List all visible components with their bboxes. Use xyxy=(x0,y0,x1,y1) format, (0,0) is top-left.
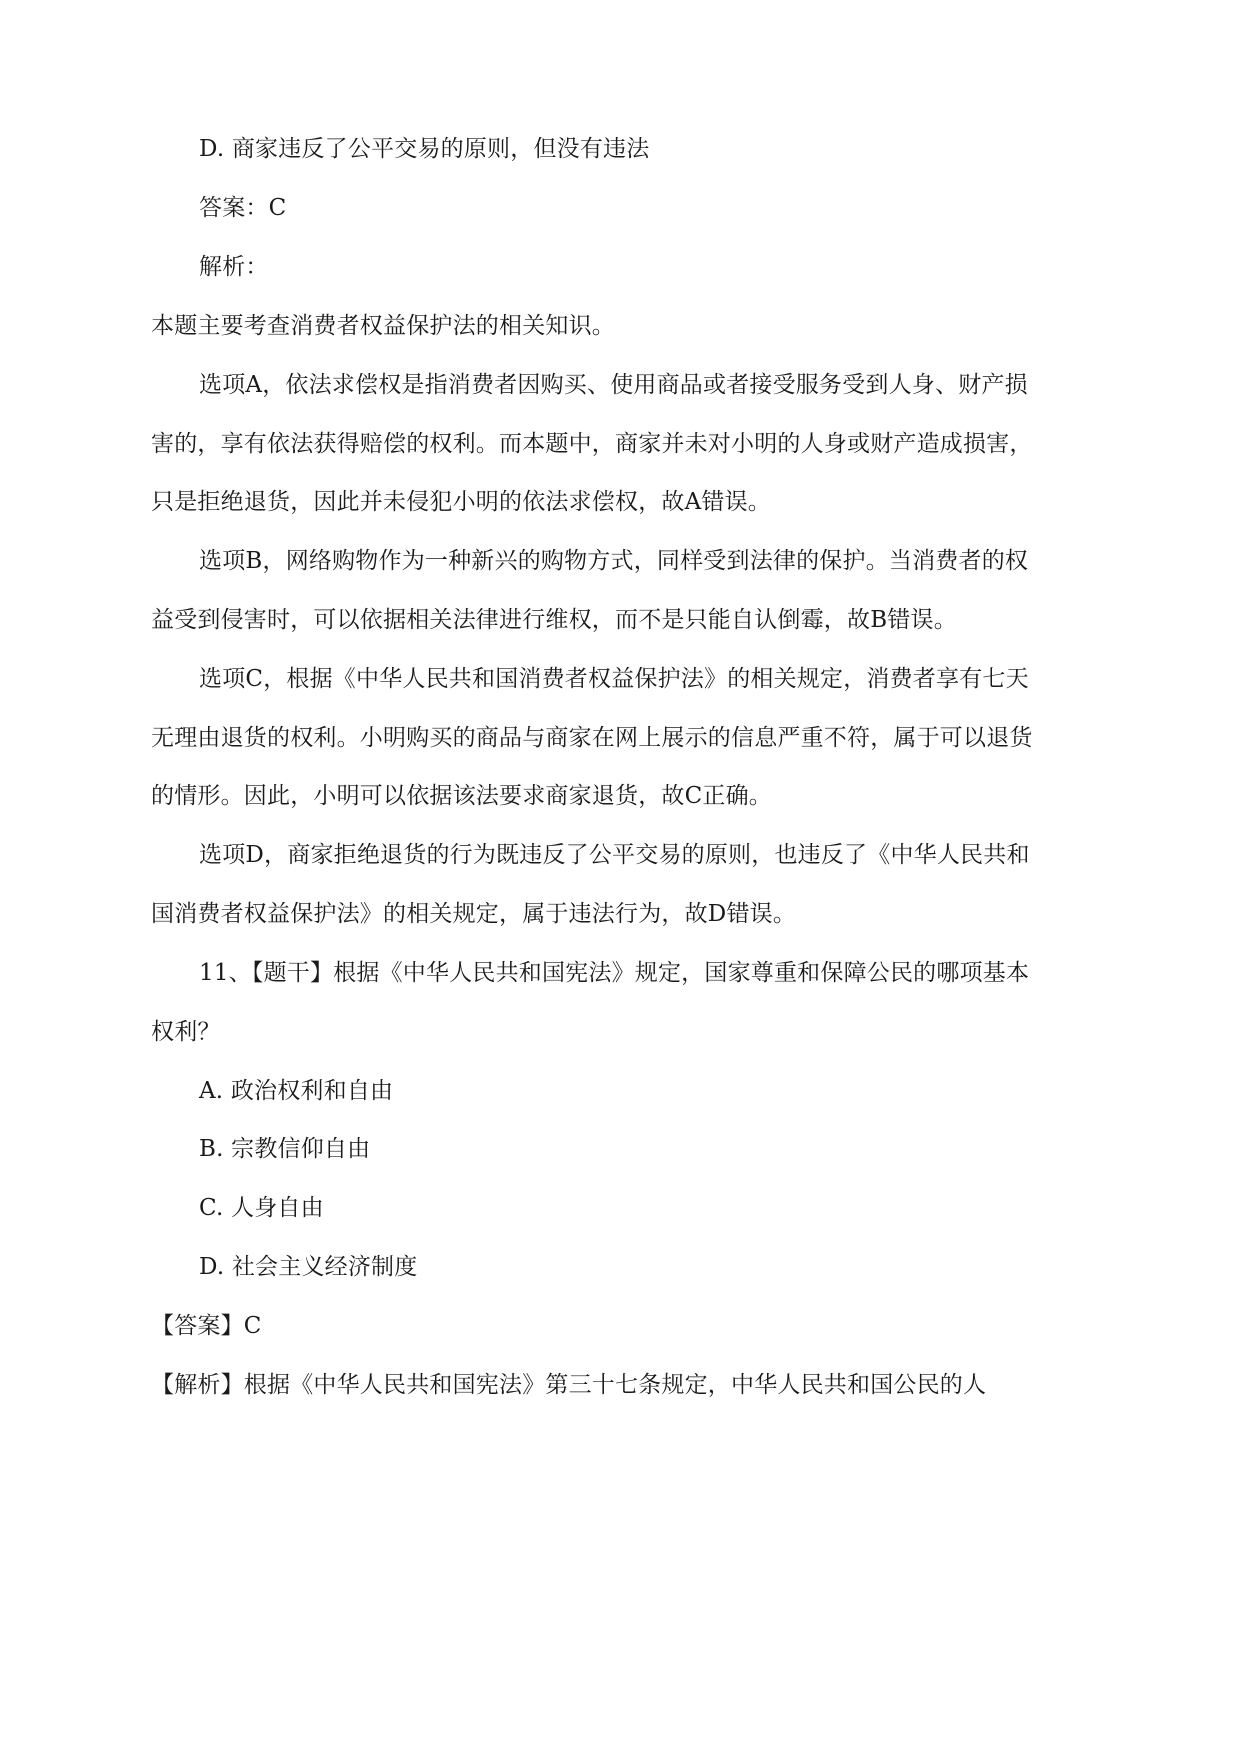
analysis-label: 解析： xyxy=(199,254,269,280)
option-b-analysis-line: 益受到侵害时，可以依据相关法律进行维权，而不是只能自认倒霉，故B错误。 xyxy=(151,607,957,633)
option-c-analysis-line: 选项C，根据《中华人民共和国消费者权益保护法》的相关规定，消费者享有七天 xyxy=(199,666,1029,692)
option-a-analysis-line: 害的，享有依法获得赔偿的权利。而本题中，商家并未对小明的人身或财产造成损害， xyxy=(151,431,1033,457)
question-11-option-d: D. 社会主义经济制度 xyxy=(199,1254,418,1280)
question-11-stem-line: 权利？ xyxy=(151,1019,221,1045)
question-11-analysis: 【解析】根据《中华人民共和国宪法》第三十七条规定，中华人民共和国公民的人 xyxy=(151,1372,987,1398)
question-11-option-a: A. 政治权利和自由 xyxy=(199,1078,394,1104)
option-d-text: D. 商家违反了公平交易的原则，但没有违法 xyxy=(199,136,650,162)
option-d-analysis-line: 选项D，商家拒绝退货的行为既违反了公平交易的原则，也违反了《中华人民共和 xyxy=(199,842,1030,868)
question-11-option-b: B. 宗教信仰自由 xyxy=(199,1136,371,1162)
option-c-analysis-line: 的情形。因此，小明可以依据该法要求商家退货，故C正确。 xyxy=(151,783,772,809)
option-a-analysis-line: 选项A，依法求偿权是指消费者因购买、使用商品或者接受服务受到人身、财产损 xyxy=(199,372,1028,398)
analysis-intro: 本题主要考查消费者权益保护法的相关知识。 xyxy=(151,313,615,339)
question-11-option-c: C. 人身自由 xyxy=(199,1195,324,1221)
option-c-analysis-line: 无理由退货的权利。小明购买的商品与商家在网上展示的信息严重不符，属于可以退货 xyxy=(151,725,1033,751)
option-d-analysis-line: 国消费者权益保护法》的相关规定，属于违法行为，故D错误。 xyxy=(151,901,797,927)
option-a-analysis-line: 只是拒绝退货，因此并未侵犯小明的依法求偿权，故A错误。 xyxy=(151,489,772,515)
question-11-answer: 【答案】C xyxy=(151,1313,262,1339)
answer-text: 答案：C xyxy=(199,195,287,221)
option-b-analysis-line: 选项B，网络购物作为一种新兴的购物方式，同样受到法律的保护。当消费者的权 xyxy=(199,548,1029,574)
question-11-stem-line: 11、【题干】根据《中华人民共和国宪法》规定，国家尊重和保障公民的哪项基本 xyxy=(199,960,1030,986)
